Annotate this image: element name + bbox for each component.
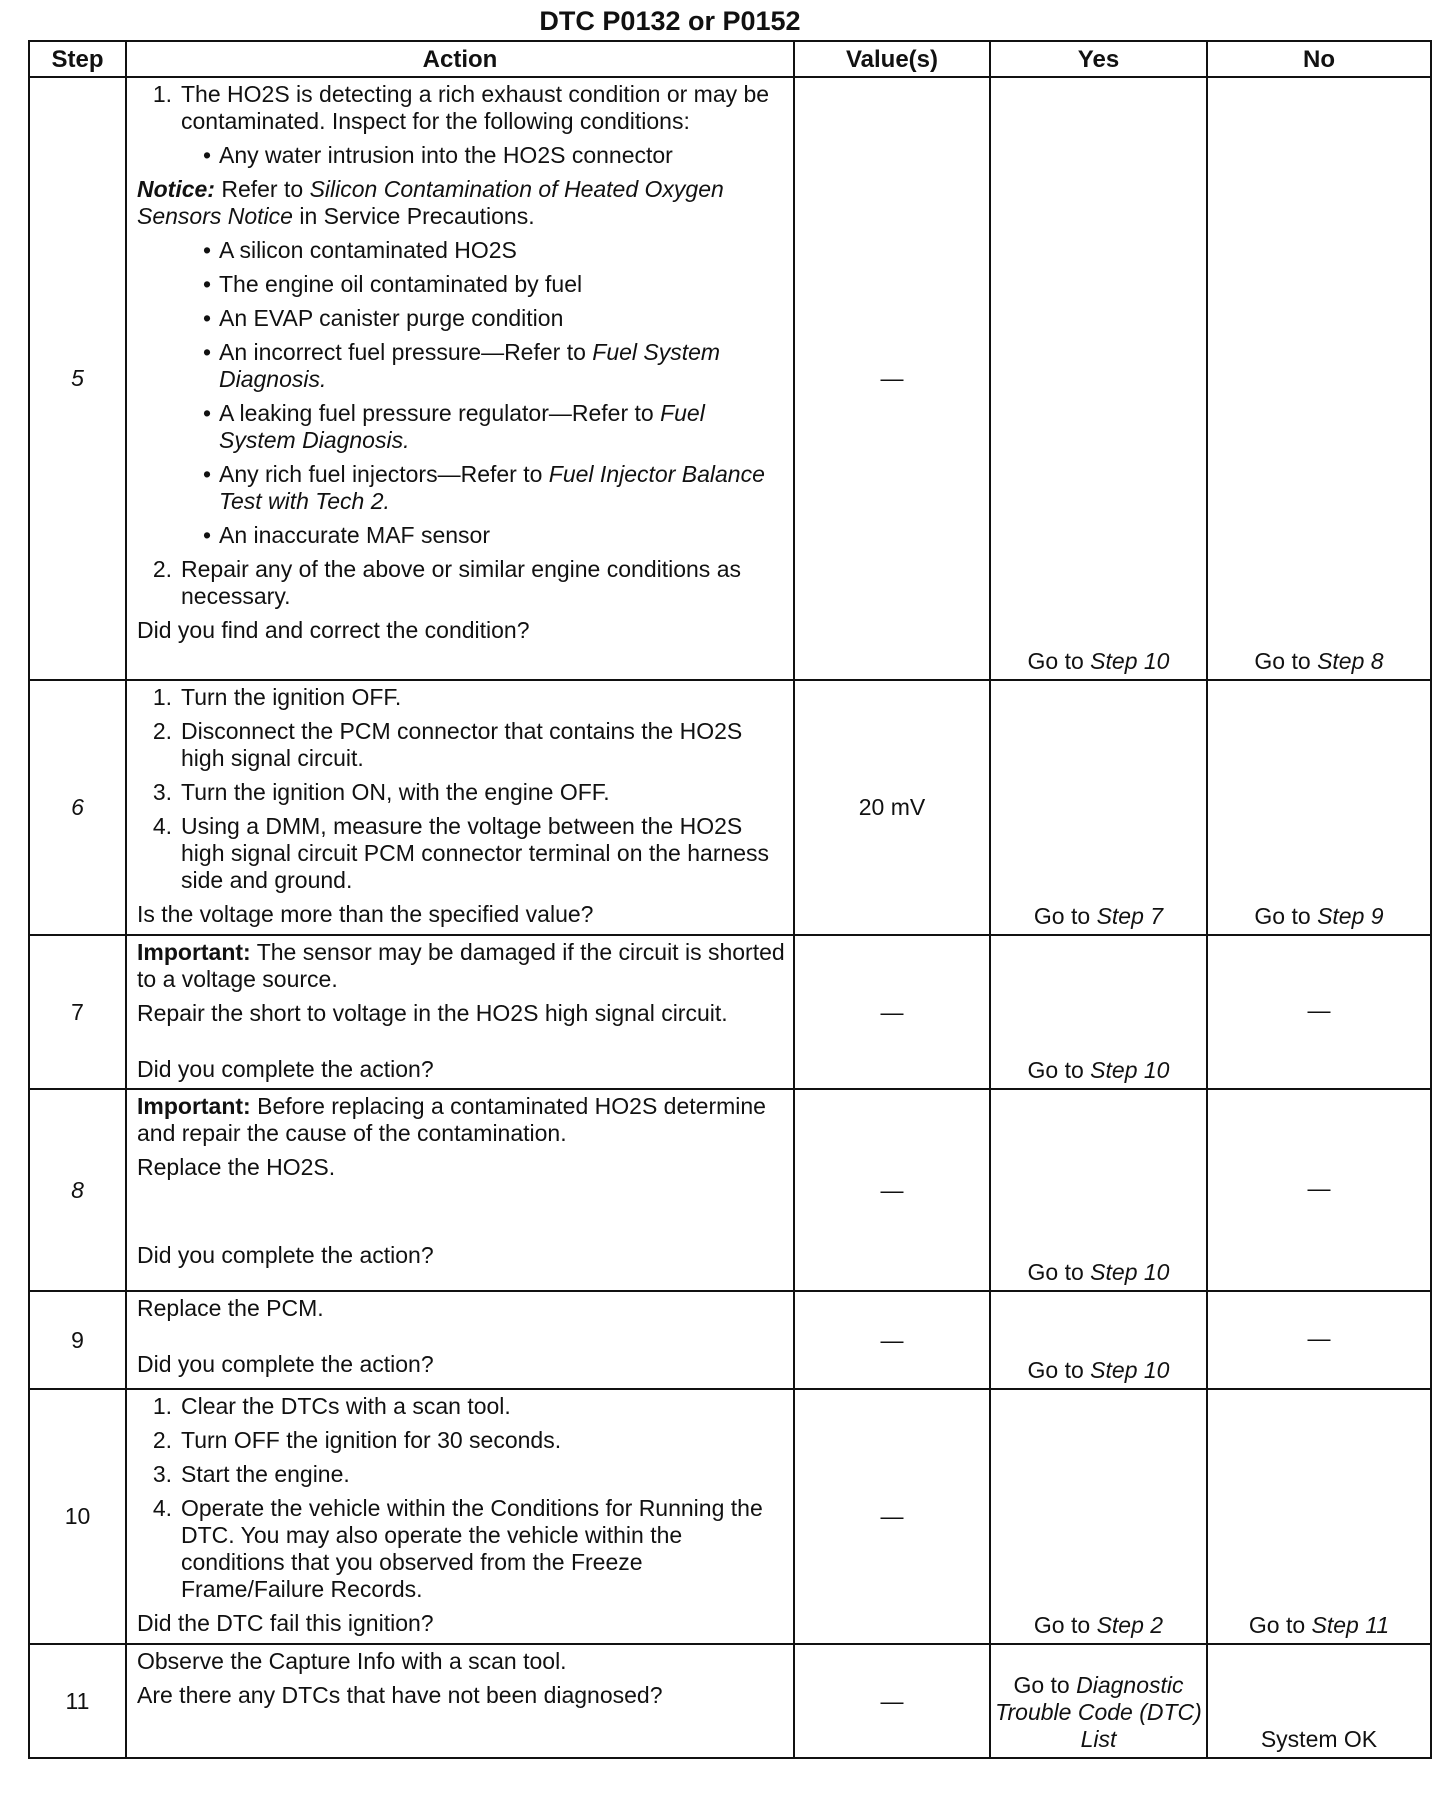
action-cell <box>126 1644 794 1758</box>
action-line: Replace the HO2S. <box>137 1154 336 1180</box>
question-text: Did you complete the action? <box>137 1242 434 1268</box>
important-label: Important: <box>137 939 251 965</box>
bullet-icon: • <box>202 237 212 263</box>
table-row-step-6 <box>29 680 1431 935</box>
list-item: 1. Turn the ignition OFF. <box>152 684 402 710</box>
step-reference: Step 2 <box>1096 1612 1164 1638</box>
list-item: 3. Turn the ignition ON, with the engine OFF. <box>152 779 610 805</box>
table-row-step-11 <box>29 1644 1431 1758</box>
bullet-icon: • <box>202 142 212 168</box>
action-line: Replace the PCM. <box>137 1295 324 1321</box>
action-cell <box>126 1291 794 1389</box>
step-number: 7 <box>29 935 126 1089</box>
reference-link: Fuel System Diagnosis. <box>219 339 721 392</box>
step-reference: Diagnostic Trouble Code (DTC) List <box>995 1672 1202 1752</box>
step-number: 8 <box>29 1089 126 1291</box>
step-number: 9 <box>29 1291 126 1389</box>
value-cell: — <box>794 1291 990 1389</box>
question-text: Did you complete the action? <box>137 1351 434 1377</box>
header-yes: Yes <box>990 41 1207 77</box>
step-number: 10 <box>29 1389 126 1644</box>
question-text: Is the voltage more than the specified value? <box>137 901 594 927</box>
value-cell: — <box>794 1644 990 1758</box>
bullet-item: • An inaccurate MAF sensor <box>195 522 785 549</box>
bullet-item: • An incorrect fuel pressure—Refer to Fuel System Diagnosis. <box>195 339 785 393</box>
yes-cell: Go to Step 10 <box>990 77 1207 680</box>
step-reference: Step 10 <box>1090 1259 1170 1285</box>
yes-cell: Go to Step 7 <box>990 680 1207 935</box>
header-step: Step <box>29 41 126 77</box>
action-cell <box>126 1089 794 1291</box>
table-row-step-5 <box>29 77 1431 680</box>
no-cell: — <box>1207 1089 1431 1291</box>
bullet-item: • The engine oil contaminated by fuel <box>195 271 785 298</box>
action-line: Observe the Capture Info with a scan tool. <box>137 1648 567 1674</box>
no-cell: Go to Step 8 <box>1207 77 1431 680</box>
list-item: 4. Operate the vehicle within the Conditions for Running the DTC. You may also operate the vehicle within the conditions that you observed from the Freeze Frame/Failure Records. <box>152 1495 763 1602</box>
reference-link: Silicon Contamination of Heated Oxygen Sensors Notice <box>137 176 724 229</box>
question-text: Did you complete the action? <box>137 1056 434 1082</box>
bullet-item: • Any rich fuel injectors—Refer to Fuel Injector Balance Test with Tech 2. <box>195 461 785 515</box>
bullet-item: • Any water intrusion into the HO2S connector <box>195 142 785 169</box>
bullet-icon: • <box>202 522 212 548</box>
table-row-step-10 <box>29 1389 1431 1644</box>
bullet-icon: • <box>202 305 212 331</box>
step-reference: Step 11 <box>1311 1612 1390 1638</box>
action-line: Repair the short to voltage in the HO2S high signal circuit. <box>137 1000 728 1026</box>
bullet-icon: • <box>202 271 212 297</box>
important-paragraph: Important: Before replacing a contaminated HO2S determine and repair the cause of the contamination. <box>137 1093 766 1146</box>
value-cell: 20 mV <box>794 680 990 935</box>
table-header-row <box>29 41 1431 77</box>
list-item: 4. Using a DMM, measure the voltage between the HO2S high signal circuit PCM connector terminal on the harness side and ground. <box>152 813 770 893</box>
reference-link: Fuel Injector Balance Test with Tech 2. <box>219 461 765 514</box>
bullet-item: • A silicon contaminated HO2S <box>195 237 785 264</box>
bullet-item: • A leaking fuel pressure regulator—Refer to Fuel System Diagnosis. <box>195 400 785 454</box>
step-reference: Step 8 <box>1317 648 1384 674</box>
table-row-step-9 <box>29 1291 1431 1389</box>
header-no: No <box>1207 41 1431 77</box>
list-item: 2. Repair any of the above or similar engine conditions as necessary. <box>152 556 741 609</box>
notice-label: Notice: <box>137 176 215 202</box>
step-reference: Step 10 <box>1090 1057 1170 1083</box>
list-item: 2. Turn OFF the ignition for 30 seconds. <box>152 1427 562 1453</box>
page-title: DTC P0132 or P0152 <box>539 6 801 36</box>
question-text: Are there any DTCs that have not been diagnosed? <box>137 1682 663 1708</box>
header-action: Action <box>126 41 794 77</box>
list-item: 3. Start the engine. <box>152 1461 350 1487</box>
no-cell: — <box>1207 1291 1431 1389</box>
no-cell: — <box>1207 935 1431 1089</box>
step-reference: Step 9 <box>1317 903 1384 929</box>
list-item: 1. The HO2S is detecting a rich exhaust condition or may be contaminated. Inspect for the following conditions: <box>152 81 770 134</box>
action-cell <box>126 935 794 1089</box>
value-cell: — <box>794 77 990 680</box>
table-row-step-8 <box>29 1089 1431 1291</box>
notice-paragraph: Notice: Refer to Silicon Contamination of Heated Oxygen Sensors Notice in Service Precautions. <box>137 176 724 229</box>
list-item: 2. Disconnect the PCM connector that contains the HO2S high signal circuit. <box>152 718 743 771</box>
action-cell <box>126 1389 794 1644</box>
bullet-icon: • <box>202 400 212 426</box>
step-reference: Step 10 <box>1090 648 1170 674</box>
bullet-icon: • <box>202 339 212 365</box>
yes-cell: Go to Step 10 <box>990 1291 1207 1389</box>
important-label: Important: <box>137 1093 251 1119</box>
yes-cell: Go to Step 10 <box>990 1089 1207 1291</box>
list-item: 1. Clear the DTCs with a scan tool. <box>152 1393 511 1419</box>
step-reference: Step 10 <box>1090 1357 1170 1383</box>
yes-cell: Go to Step 10 <box>990 935 1207 1089</box>
question-text: Did the DTC fail this ignition? <box>137 1610 434 1636</box>
important-paragraph: Important: The sensor may be damaged if the circuit is shorted to a voltage source. <box>137 939 785 992</box>
action-cell <box>126 680 794 935</box>
step-number: 6 <box>29 680 126 935</box>
yes-cell: Go to Diagnostic Trouble Code (DTC) List <box>990 1644 1207 1758</box>
step-number: 11 <box>29 1644 126 1758</box>
diagnostic-table <box>28 40 1432 1759</box>
table-row-step-7 <box>29 935 1431 1089</box>
step-number: 5 <box>29 77 126 680</box>
reference-link: Fuel System Diagnosis. <box>219 400 705 453</box>
value-cell: — <box>794 1389 990 1644</box>
header-values: Value(s) <box>794 41 990 77</box>
no-cell: Go to Step 11 <box>1207 1389 1431 1644</box>
action-cell <box>126 77 794 680</box>
yes-cell: Go to Step 2 <box>990 1389 1207 1644</box>
value-cell: — <box>794 935 990 1089</box>
bullet-icon: • <box>202 461 212 487</box>
step-reference: Step 7 <box>1096 903 1164 929</box>
no-cell: System OK <box>1207 1644 1431 1758</box>
bullet-item: • An EVAP canister purge condition <box>195 305 785 332</box>
value-cell: — <box>794 1089 990 1291</box>
question-text: Did you find and correct the condition? <box>137 617 530 643</box>
no-cell: Go to Step 9 <box>1207 680 1431 935</box>
